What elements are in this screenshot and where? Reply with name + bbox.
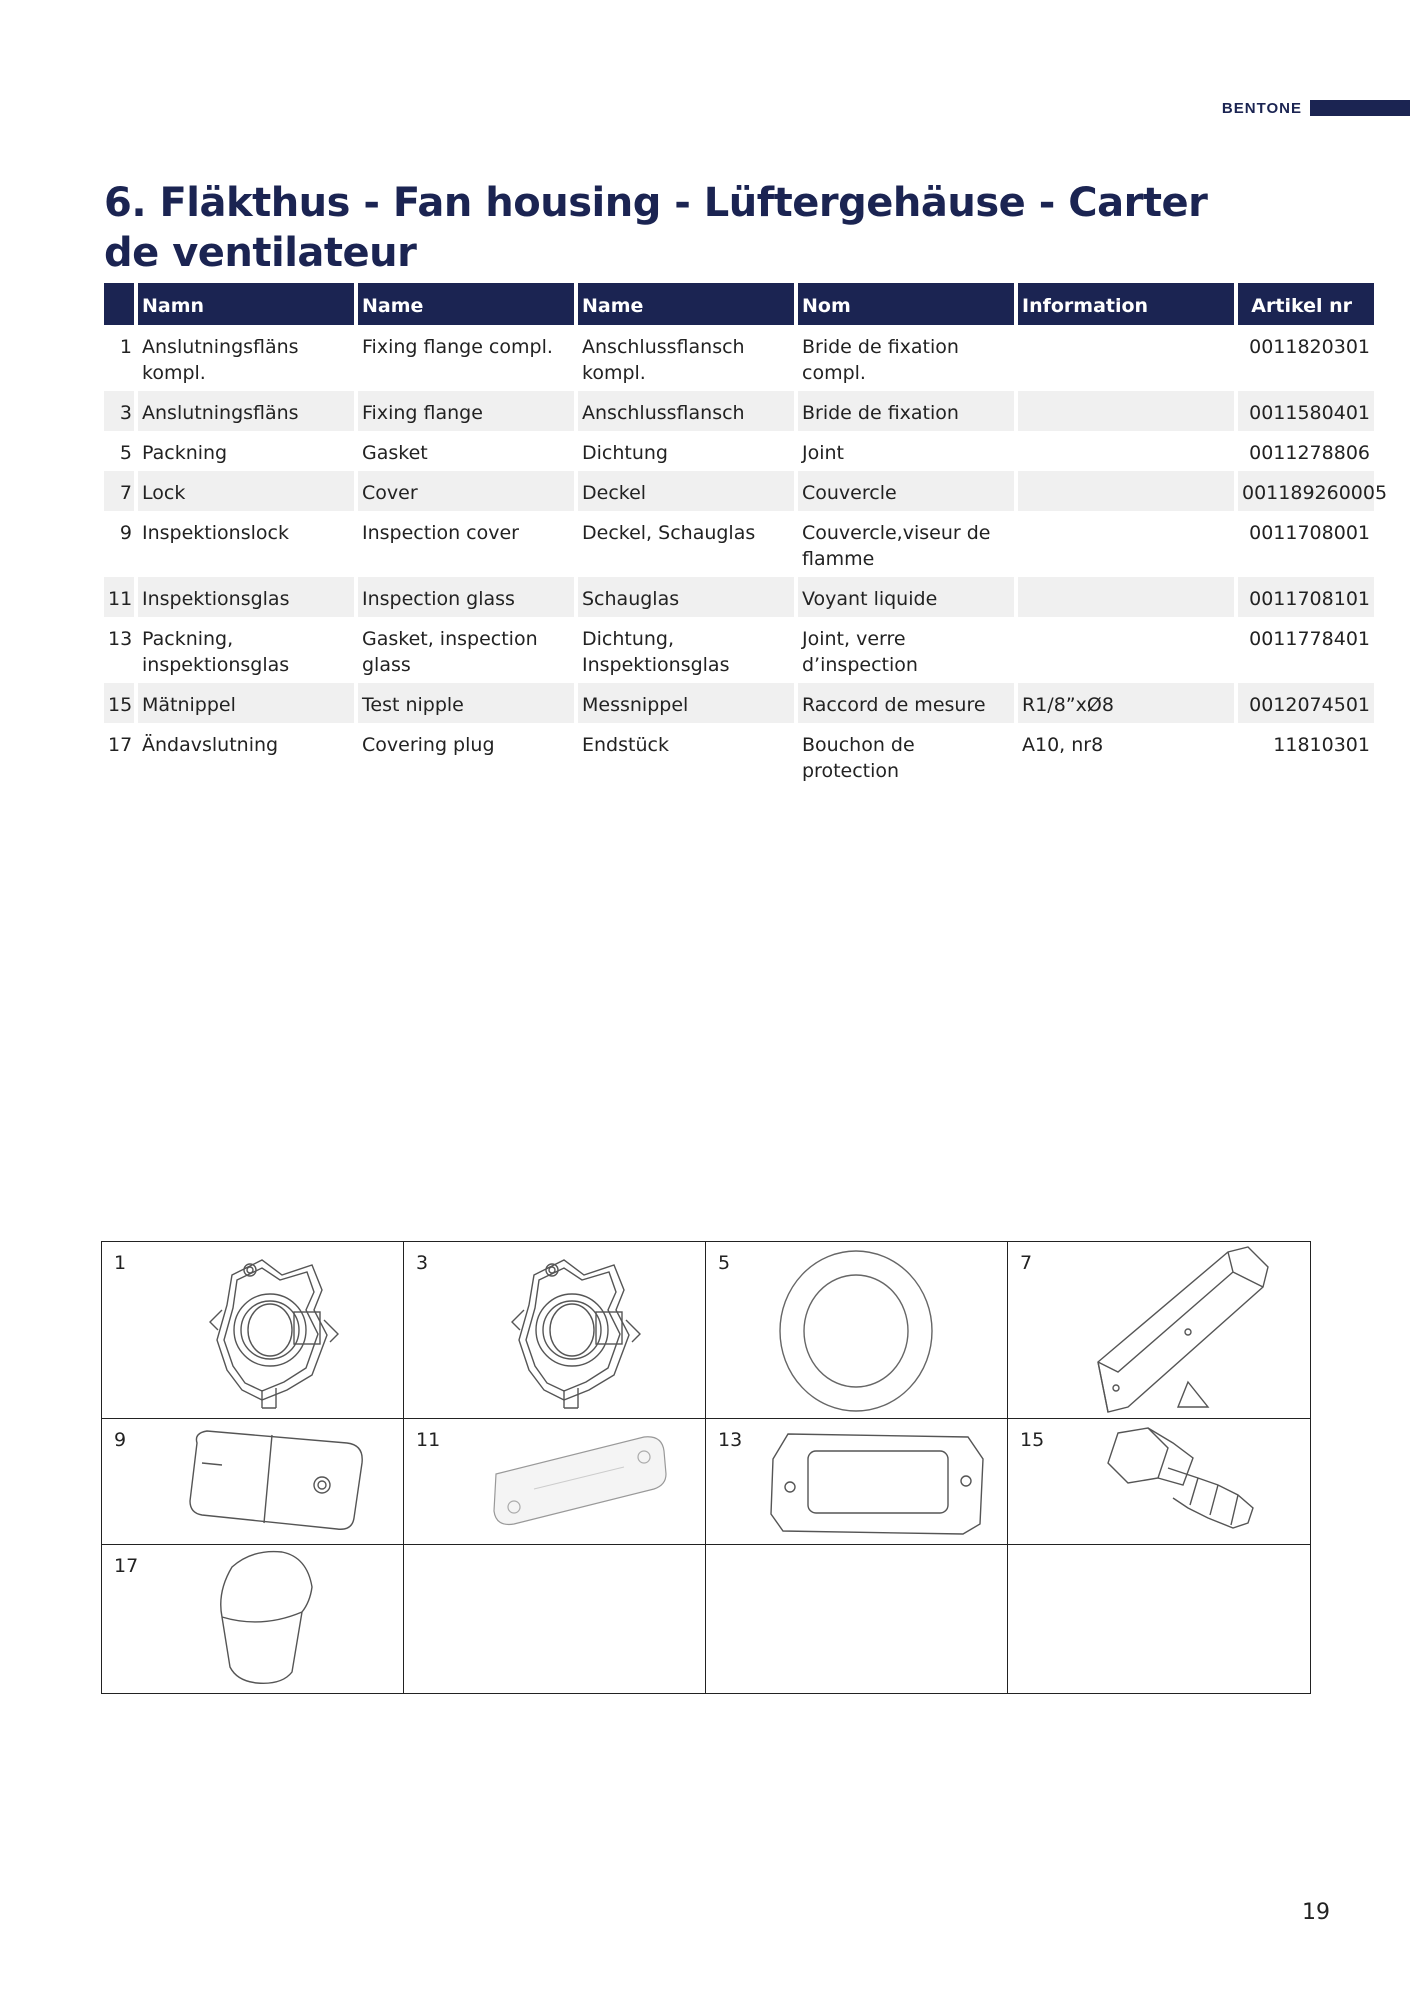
figure-cell bbox=[102, 1242, 404, 1419]
cell-information: R1/8”xØ8 bbox=[1018, 683, 1234, 723]
cell-name-en: Inspection glass bbox=[358, 577, 574, 617]
cell-article-number: 001189260005 bbox=[1238, 471, 1374, 511]
cell-name-sv: Anslutningsfläns kompl. bbox=[142, 336, 299, 384]
header-namn: Namn bbox=[138, 283, 354, 325]
figure-cell bbox=[404, 1419, 706, 1545]
cell-name-de: Messnippel bbox=[578, 683, 794, 723]
header-name-en: Name bbox=[358, 283, 574, 325]
cell-article-number: 0011708101 bbox=[1238, 577, 1374, 617]
cell-name-de: Deckel, Schauglas bbox=[582, 522, 756, 544]
cell-name-fr: Bouchon de protection bbox=[802, 734, 915, 782]
cell-information bbox=[1018, 431, 1234, 471]
table-row bbox=[104, 511, 1374, 577]
cell-name-de: Anschlussflansch bbox=[578, 391, 794, 431]
empty-figure-cell bbox=[706, 1545, 1008, 1694]
cell-item-number: 15 bbox=[104, 683, 134, 723]
figure-number: 5 bbox=[718, 1252, 731, 1274]
figure-cell bbox=[102, 1419, 404, 1545]
cell-article-number: 11810301 bbox=[1273, 734, 1370, 756]
cell-name-fr: Couvercle bbox=[798, 471, 1014, 511]
empty-figure-cell bbox=[404, 1545, 706, 1694]
cell-article-number: 0011820301 bbox=[1249, 336, 1370, 358]
figure-number: 13 bbox=[718, 1429, 743, 1451]
cell-name-sv: Ändavslutning bbox=[142, 734, 279, 756]
cell-information bbox=[1018, 577, 1234, 617]
figure-number: 17 bbox=[114, 1555, 139, 1577]
header-nom: Nom bbox=[798, 283, 1014, 325]
figure-number: 1 bbox=[114, 1252, 127, 1274]
figure-cell bbox=[102, 1545, 404, 1694]
header-name-de: Name bbox=[578, 283, 794, 325]
cell-information bbox=[1018, 471, 1234, 511]
cell-name-sv: Mätnippel bbox=[138, 683, 354, 723]
cell-information bbox=[1018, 617, 1234, 683]
table-row bbox=[104, 431, 1374, 471]
figure-cell bbox=[1008, 1242, 1311, 1419]
cell-name-en: Inspection cover bbox=[362, 522, 519, 544]
cell-item-number: 7 bbox=[104, 471, 134, 511]
table-row bbox=[104, 723, 1374, 789]
cell-name-en: Covering plug bbox=[362, 734, 495, 756]
parts-illustration-grid bbox=[101, 1241, 1311, 1694]
cell-name-sv: Inspektionslock bbox=[142, 522, 289, 544]
header-num bbox=[104, 283, 134, 325]
cell-item-number: 5 bbox=[119, 442, 132, 464]
cell-information bbox=[1018, 511, 1234, 577]
cell-article-number: 0011278806 bbox=[1249, 442, 1370, 464]
cell-information bbox=[1018, 391, 1234, 431]
cell-name-de: Dichtung, Inspektionsglas bbox=[582, 628, 730, 676]
cell-name-fr: Bride de fixation compl. bbox=[802, 336, 959, 384]
cell-name-sv: Lock bbox=[138, 471, 354, 511]
figure-cell bbox=[706, 1419, 1008, 1545]
table-header-row bbox=[104, 283, 1374, 325]
figure-number: 11 bbox=[416, 1429, 441, 1451]
cell-item-number: 17 bbox=[108, 734, 133, 756]
cell-item-number: 3 bbox=[104, 391, 134, 431]
cell-name-sv: Anslutningsfläns bbox=[138, 391, 354, 431]
page-title: 6. Fläkthus - Fan housing - Lüftergehäuse - Carter de ventilateur bbox=[104, 180, 1208, 276]
cell-name-de: Endstück bbox=[582, 734, 669, 756]
cell-item-number: 9 bbox=[119, 522, 132, 544]
cell-name-fr: Raccord de mesure bbox=[798, 683, 1014, 723]
figure-number: 9 bbox=[114, 1429, 127, 1451]
cell-name-fr: Bride de fixation bbox=[798, 391, 1014, 431]
cell-name-en: Gasket bbox=[362, 442, 428, 464]
cell-name-en: Test nipple bbox=[358, 683, 574, 723]
table-row bbox=[104, 471, 1374, 511]
table-row bbox=[104, 683, 1374, 723]
cell-name-de: Deckel bbox=[578, 471, 794, 511]
cell-item-number: 13 bbox=[108, 628, 133, 650]
cell-article-number: 0011778401 bbox=[1249, 628, 1370, 650]
cell-item-number: 1 bbox=[119, 336, 132, 358]
cell-name-de: Dichtung bbox=[582, 442, 668, 464]
empty-figure-cell bbox=[1008, 1545, 1311, 1694]
cell-name-en: Fixing flange compl. bbox=[362, 336, 553, 358]
figure-cell bbox=[404, 1242, 706, 1419]
header-artikel-nr: Artikel nr bbox=[1238, 283, 1374, 325]
cell-name-en: Gasket, inspection glass bbox=[362, 628, 538, 676]
cell-name-fr: Voyant liquide bbox=[798, 577, 1014, 617]
header-information: Information bbox=[1018, 283, 1234, 325]
figure-number: 15 bbox=[1020, 1429, 1045, 1451]
figure-number: 7 bbox=[1020, 1252, 1033, 1274]
cell-name-de: Anschlussflansch kompl. bbox=[582, 336, 745, 384]
parts-table bbox=[100, 283, 1388, 789]
cell-name-fr: Couvercle,viseur de flamme bbox=[802, 522, 991, 570]
table-row bbox=[104, 577, 1374, 617]
brand-header bbox=[1222, 99, 1410, 117]
cell-name-fr: Joint bbox=[802, 442, 844, 464]
brand-name: BENTONE bbox=[1221, 99, 1302, 117]
figure-cell bbox=[706, 1242, 1008, 1419]
table-row bbox=[104, 391, 1374, 431]
cell-name-sv: Packning, inspektionsglas bbox=[142, 628, 290, 676]
cell-name-sv: Inspektionsglas bbox=[138, 577, 354, 617]
table-row bbox=[104, 325, 1374, 391]
table-row bbox=[104, 617, 1374, 683]
brand-bar bbox=[1310, 100, 1410, 116]
cell-article-number: 0011580401 bbox=[1238, 391, 1374, 431]
figure-number: 3 bbox=[416, 1252, 429, 1274]
cell-article-number: 0012074501 bbox=[1238, 683, 1374, 723]
cell-information: A10, nr8 bbox=[1022, 734, 1104, 756]
cell-article-number: 0011708001 bbox=[1249, 522, 1370, 544]
figure-cell bbox=[1008, 1419, 1311, 1545]
cell-item-number: 11 bbox=[104, 577, 134, 617]
cell-information bbox=[1018, 325, 1234, 391]
cell-name-en: Fixing flange bbox=[358, 391, 574, 431]
cell-name-de: Schauglas bbox=[578, 577, 794, 617]
cell-name-sv: Packning bbox=[142, 442, 228, 464]
page-number: 19 bbox=[1302, 1900, 1330, 1925]
cell-name-fr: Joint, verre d’inspection bbox=[802, 628, 918, 676]
cell-name-en: Cover bbox=[358, 471, 574, 511]
